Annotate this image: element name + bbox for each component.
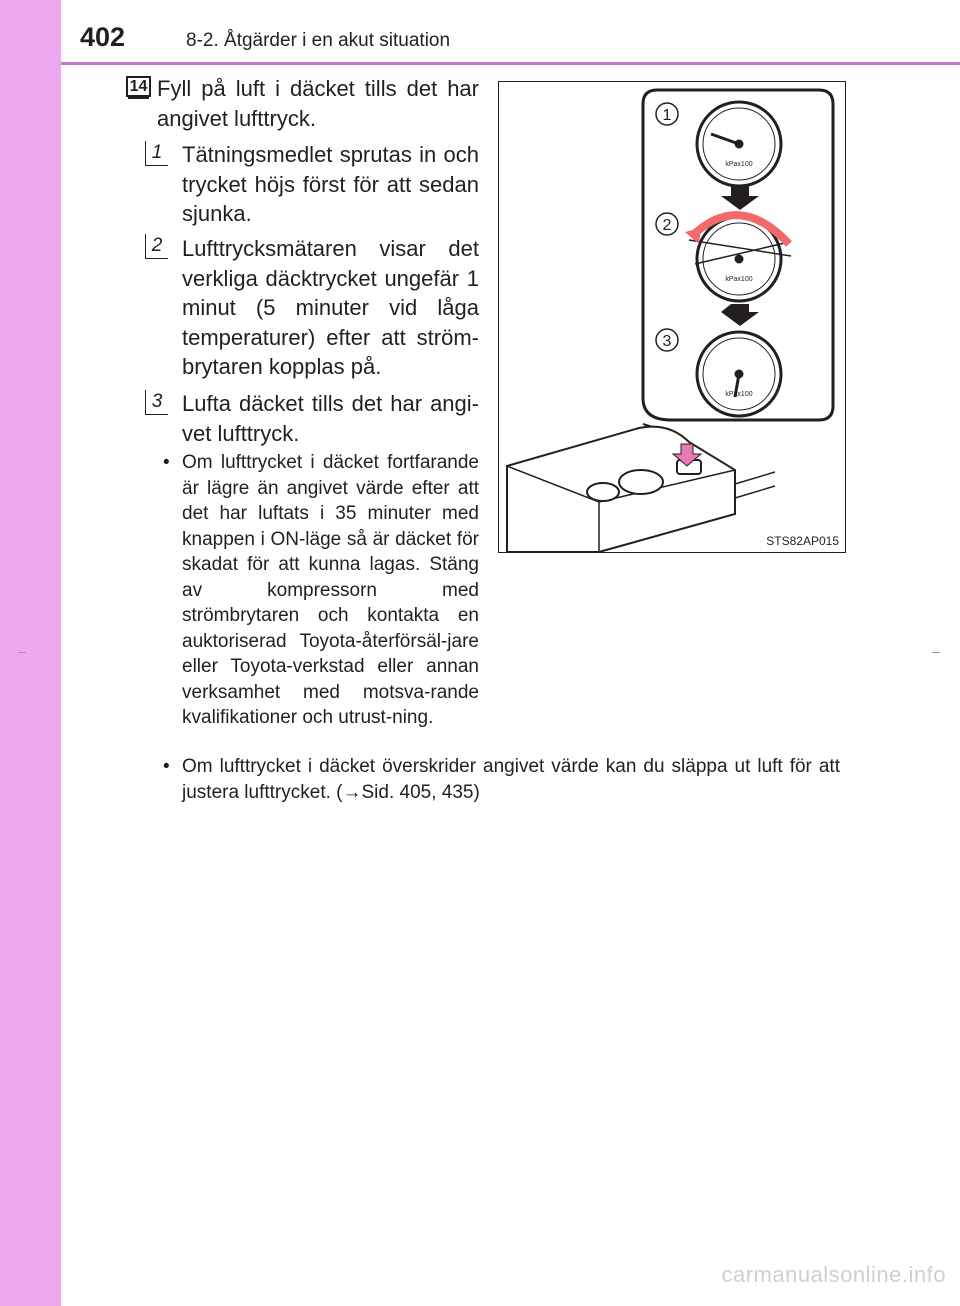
callout-3: 3 xyxy=(662,333,672,350)
bullet-marker: • xyxy=(163,756,170,777)
compressor-gauge xyxy=(619,470,663,494)
substep-text: Lufttrycksmätaren visar det verkliga däcktrycket ungefär 1 minut (5 minuter vid låga temperaturer) efter att ström-brytaren kopplas på. xyxy=(182,236,479,379)
gauge-unit-label: kPax100 xyxy=(725,161,753,168)
callout-1: 1 xyxy=(662,107,672,124)
illustration-drawing xyxy=(499,82,845,552)
gauge-unit-label: kPax100 xyxy=(725,391,753,398)
note-text: Om lufttrycket i däcket överskrider angivet värde kan du släppa ut luft för att justera lufttrycket. (→Sid. 405, 435) xyxy=(182,756,840,803)
page-number: 402 xyxy=(80,22,126,52)
substep-text: Tätningsmedlet sprutas in och trycket höjs först för att sedan sjunka. xyxy=(182,142,479,226)
substep-number: 3 xyxy=(145,390,168,415)
bullet-marker: • xyxy=(163,452,170,473)
compressor-illustration xyxy=(498,81,846,553)
compressor-knob xyxy=(587,483,619,501)
pressure-gauge-1 xyxy=(697,102,781,186)
chapter-color-strip xyxy=(0,0,61,1306)
crop-mark xyxy=(18,652,26,653)
substep-text: Lufta däcket tills det har angi-vet lufttryck. xyxy=(182,391,479,446)
callout-2: 2 xyxy=(662,217,672,234)
gauge-unit-label: kPax100 xyxy=(725,276,753,283)
substep-number: 1 xyxy=(145,141,168,166)
step-title: Fyll på luft i däcket tills det har angivet lufttryck. xyxy=(157,76,479,131)
header-rule xyxy=(61,62,960,65)
crop-mark xyxy=(932,652,940,653)
section-title: 8-2. Åtgärder i en akut situation xyxy=(186,30,451,51)
pressure-gauge-3 xyxy=(697,332,781,416)
note-text: Om lufttrycket i däcket fortfarande är lägre än angivet värde efter att det har luftats i 35 minuter med knappen i ON-läge så är däcket för skadat för att kunna lagas. Stäng av kompressorn med strömbrytaren och kontakta en auktoriserad Toyota-återförsäl-jare eller Toyota-verkstad eller annan verksamhet med motsva-rande kvalifikationer och utrust-ning. xyxy=(182,452,479,728)
step-number-badge: 14 xyxy=(126,76,151,97)
page-header xyxy=(0,0,960,64)
illustration-code: STS82AP015 xyxy=(766,534,839,548)
watermark: carmanualsonline.info xyxy=(721,1262,946,1287)
substep-number: 2 xyxy=(145,234,168,259)
